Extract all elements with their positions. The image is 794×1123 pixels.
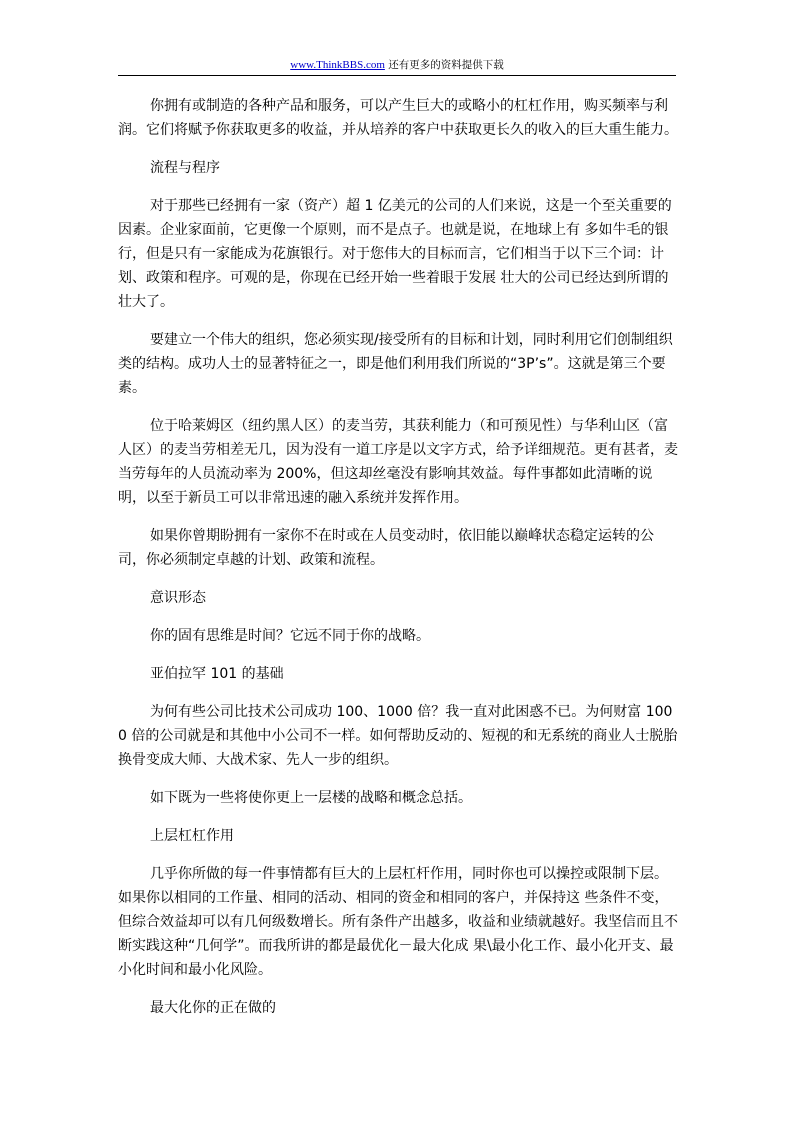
paragraph: 对于那些已经拥有一家（资产）超 1 亿美元的公司的人们来说，这是一个至关重要的因素。企业家面前，它更像一个原则，而不是点子。也就是说，在地球上有 多如牛毛的银行，但是只有一家能成为花旗银行。对于您伟大的目标而言，它们相当于以下三个词：计划、政策和程序。可观的是，你现在已经开始一些着眼于发展 壮大的公司已经达到所谓的壮大了。 xyxy=(118,198,672,310)
paragraph: 为何有些公司比技术公司成功 100、1000 倍？我一直对此困惑不已。为何财富 1000 倍的公司就是和其他中小公司不一样。如何帮助反动的、短视的和无系统的商业人士脱胎换骨变成大师、大战术家、先人一步的组织。 xyxy=(118,704,678,768)
site-link[interactable]: www.ThinkBBS.com xyxy=(290,59,385,71)
paragraph: 你的固有思维是时间？它远不同于你的战略。 xyxy=(150,628,430,644)
section-heading: 流程与程序 xyxy=(150,160,220,176)
page-header xyxy=(118,57,676,76)
paragraph: 如果你曾期盼拥有一家你不在时或在人员变动时，依旧能以巅峰状态稳定运转的公司，你必须制定卓越的计划、政策和流程。 xyxy=(118,528,654,568)
paragraph: 位于哈莱姆区（纽约黑人区）的麦当劳，其获利能力（和可预见性）与华利山区（富人区）的麦当劳相差无几，因为没有一道工序是以文字方式，给予详细规范。更有甚者，麦当劳每年的人员流动率为 200%，但这却丝毫没有影响其效益。每件事都如此清晰的说明，以至于新员工可以非常迅速的融入系统并发挥作用。 xyxy=(118,418,678,506)
section-heading: 意识形态 xyxy=(150,590,206,606)
section-heading: 最大化你的正在做的 xyxy=(150,1000,276,1016)
header-tagline: 还有更多的资料提供下载 xyxy=(384,59,504,71)
document-body xyxy=(118,94,678,1034)
paragraph: 如下既为一些将使你更上一层楼的战略和概念总括。 xyxy=(150,790,472,806)
paragraph: 你拥有或制造的各种产品和服务，可以产生巨大的或略小的杠杠作用，购买频率与利润。它们将赋予你获取更多的收益，并从培养的客户中获取更长久的收入的巨大重生能力。 xyxy=(118,98,678,138)
paragraph: 要建立一个伟大的组织，您必须实现/接受所有的目标和计划，同时利用它们创制组织类的结构。成功人士的显著特征之一，即是他们利用我们所说的“3P’s”。这就是第三个要素。 xyxy=(118,332,673,396)
paragraph: 几乎你所做的每一件事情都有巨大的上层杠杆作用，同时你也可以操控或限制下层。如果你以相同的工作量、相同的活动、相同的资金和相同的客户，并保持这 些条件不变，但综合效益却可以有几何级数增长。所有条件产出越多，收益和业绩就越好。我坚信而且不断实践这种“几何学”。而我所讲的都是最优化－最大化成 果\最小化工作、最小化开支、最小化时间和最小化风险。 xyxy=(118,866,678,978)
section-heading: 上层杠杠作用 xyxy=(150,828,234,844)
section-heading: 亚伯拉罕 101 的基础 xyxy=(150,666,284,682)
